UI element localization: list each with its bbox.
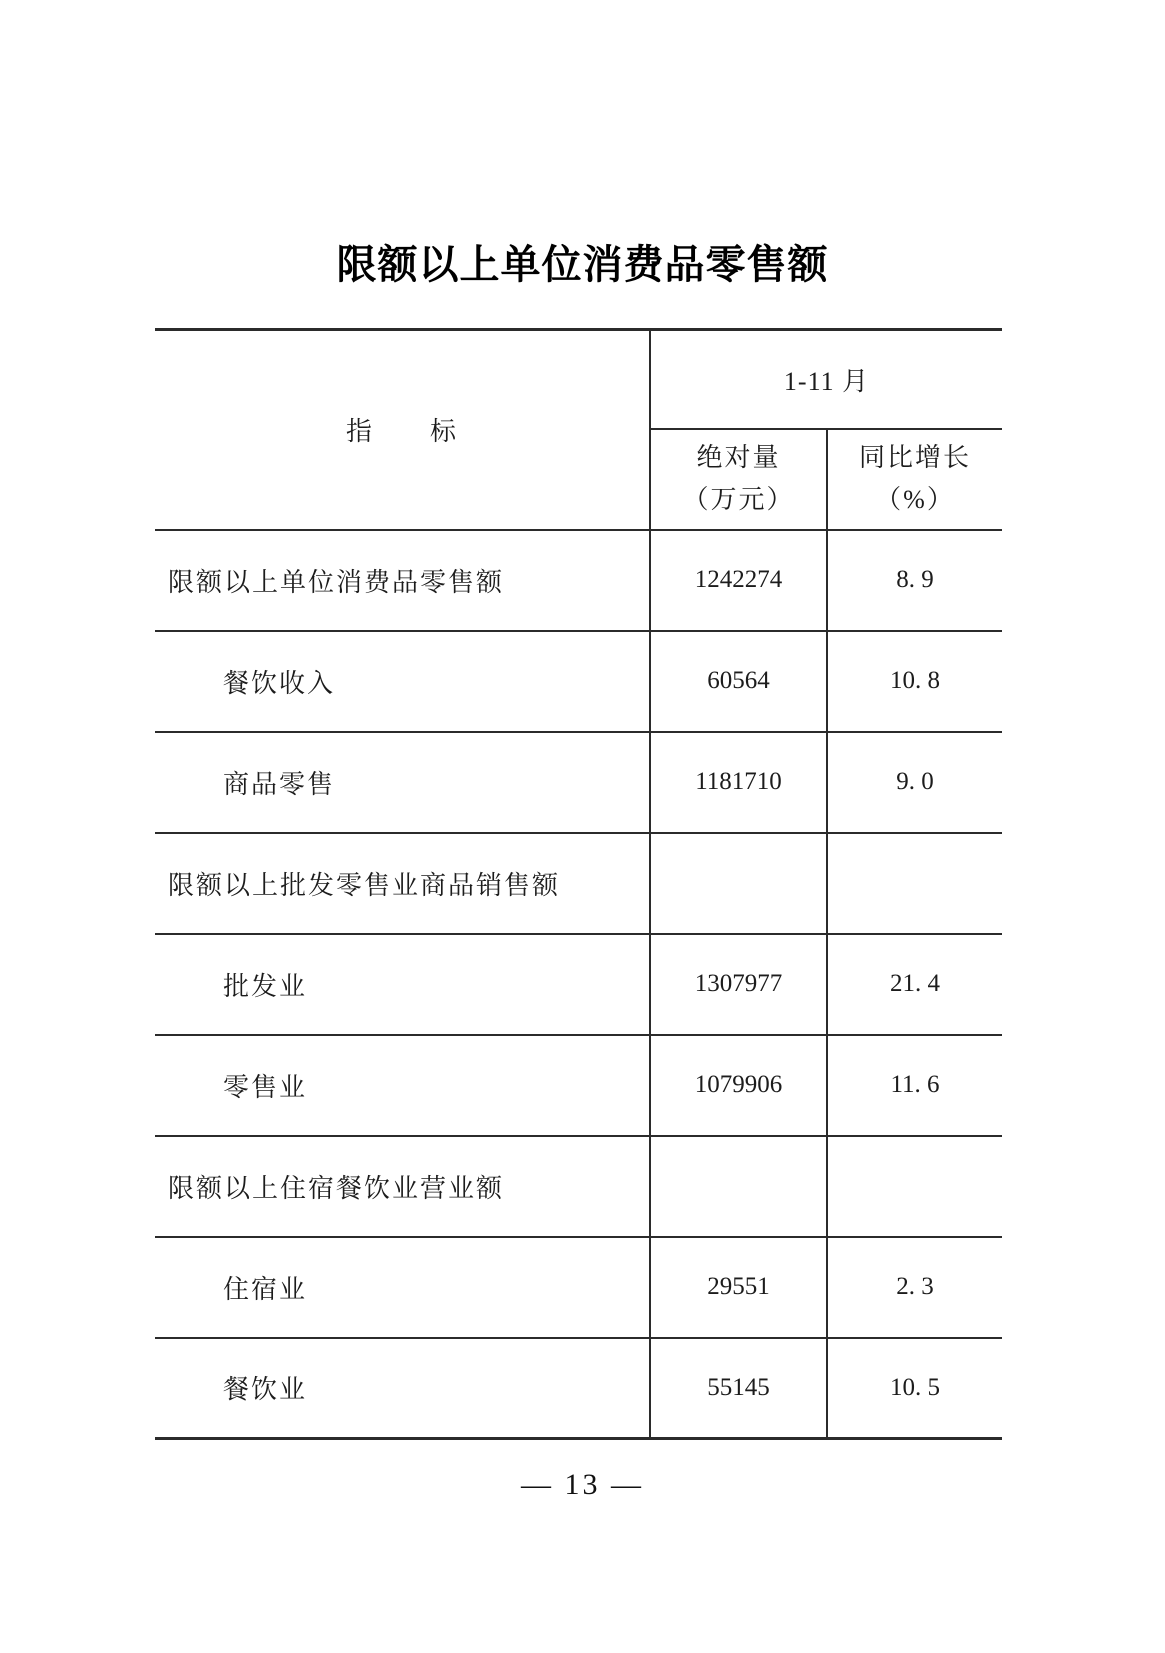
row-absolute-value	[650, 1136, 827, 1237]
page-title: 限额以上单位消费品零售额	[336, 242, 829, 288]
row-absolute-value: 1079906	[650, 1035, 827, 1136]
row-label: 餐饮收入	[155, 631, 650, 732]
header-indicator: 指 标	[155, 330, 650, 530]
row-label: 零售业	[155, 1035, 650, 1136]
row-growth-value: 21. 4	[827, 934, 1002, 1035]
row-absolute-value: 60564	[650, 631, 827, 732]
row-absolute-value	[650, 833, 827, 934]
table-row	[155, 934, 1002, 1035]
header-absolute-line1: 绝对量	[696, 443, 781, 472]
row-growth-value	[827, 1136, 1002, 1237]
row-label: 限额以上住宿餐饮业营业额	[155, 1136, 650, 1237]
header-period: 1-11 月	[650, 330, 1002, 429]
header-growth-line1: 同比增长	[859, 443, 972, 472]
header-growth-line2: （%）	[875, 485, 955, 514]
row-absolute-value: 1242274	[650, 530, 827, 631]
row-absolute-value: 29551	[650, 1237, 827, 1338]
table-row	[155, 1338, 1002, 1439]
row-absolute-value: 1307977	[650, 934, 827, 1035]
row-label: 限额以上批发零售业商品销售额	[155, 833, 650, 934]
row-growth-value	[827, 833, 1002, 934]
row-absolute-value: 1181710	[650, 732, 827, 833]
row-label: 餐饮业	[155, 1338, 650, 1439]
row-absolute-value: 55145	[650, 1338, 827, 1439]
row-growth-value: 10. 5	[890, 1373, 940, 1401]
row-label: 限额以上单位消费品零售额	[155, 530, 650, 631]
table-row	[155, 1237, 1002, 1338]
row-label: 住宿业	[155, 1237, 650, 1338]
header-row-period	[155, 330, 1002, 429]
table-row	[155, 1035, 1002, 1136]
table-row	[155, 631, 1002, 732]
row-growth-value: 9. 0	[827, 732, 1002, 833]
table-row	[155, 1136, 1002, 1237]
row-label: 批发业	[155, 934, 650, 1035]
row-growth-value: 8. 9	[827, 530, 1002, 631]
table-row	[155, 732, 1002, 833]
row-label: 商品零售	[155, 732, 650, 833]
table-row	[155, 530, 1002, 631]
header-absolute	[650, 429, 827, 530]
page-number: — 13 —	[521, 1468, 644, 1501]
header-growth	[827, 429, 1002, 530]
row-growth-value: 2. 3	[827, 1237, 1002, 1338]
statistics-table	[155, 328, 1002, 1440]
row-growth-value: 11. 6	[827, 1035, 1002, 1136]
table-row	[155, 833, 1002, 934]
row-growth-value: 10. 8	[827, 631, 1002, 732]
header-absolute-line2: （万元）	[682, 485, 795, 514]
